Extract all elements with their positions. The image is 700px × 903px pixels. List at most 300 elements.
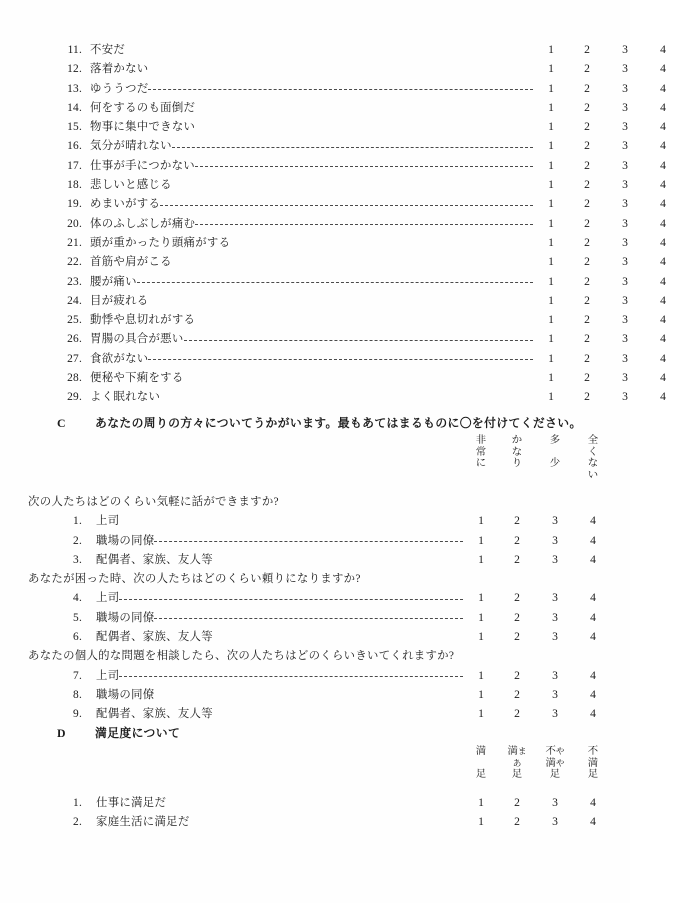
rating-option-1[interactable]: 1 [548,120,554,134]
rating-option-3[interactable]: 3 [622,197,628,211]
rating-option-4[interactable]: 4 [660,313,666,327]
rating-options [534,43,682,56]
rating-option-1[interactable]: 1 [478,514,484,528]
column-header-line: 常 [475,446,487,458]
rating-option-3[interactable]: 3 [622,274,628,288]
rating-option-1[interactable]: 1 [548,371,554,385]
column-header-line: 満$^ま$ [507,746,527,757]
rating-option-4[interactable]: 4 [660,100,666,114]
rating-options [534,197,682,210]
column-header-line [480,470,483,482]
rating-option-1[interactable]: 1 [548,390,554,404]
question-number: 3. [73,553,82,566]
column-header-line [516,470,519,482]
question-number: 6. [73,631,82,644]
rating-option-2[interactable]: 2 [514,533,520,547]
column-header-line: 満 [475,746,487,757]
question-label: 首筋や肩がこる [90,256,172,269]
rating-option-4[interactable]: 4 [590,796,596,809]
rating-option-4[interactable]: 4 [660,43,666,56]
rating-option-4[interactable]: 4 [590,687,596,701]
rating-option-3[interactable]: 3 [622,62,628,76]
leader-line [154,618,463,619]
question-label: 仕事が手につかない [90,159,195,172]
question-row [52,686,612,705]
rating-options [534,236,682,249]
rating-option-2[interactable]: 2 [514,610,520,624]
leader-line [154,695,463,696]
question-label: 物事に集中できない [90,121,196,134]
leader-line [125,50,533,51]
question-number: 16. [67,140,82,153]
question-label: 胃腸の具合が悪い [90,333,184,346]
rating-option-2[interactable]: 2 [514,796,520,809]
rating-option-1[interactable]: 1 [548,235,554,249]
question-row [52,311,682,330]
rating-options [534,82,682,95]
rating-option-4[interactable]: 4 [590,514,596,528]
rating-option-2[interactable]: 2 [514,591,520,605]
column-header-line: な [511,446,523,458]
rating-option-3[interactable]: 3 [622,139,628,153]
leader-line [166,803,463,804]
question-label: 配偶者、家族、友人等 [96,553,213,566]
rating-option-3[interactable]: 3 [552,591,558,605]
rating-option-3[interactable]: 3 [622,313,628,327]
leader-line [213,560,463,561]
section-c-column-headers [0,435,630,487]
question-number: 18. [67,179,82,192]
rating-option-2[interactable]: 2 [584,235,590,249]
question-number: 24. [67,294,82,307]
rating-option-3[interactable]: 3 [622,293,628,307]
column-header-line: 足 [475,769,487,781]
question-label: 体のふしぶしが痛む [90,217,196,230]
rating-option-2[interactable]: 2 [514,668,520,682]
rating-options [534,217,682,230]
rating-option-2[interactable]: 2 [584,43,590,56]
rating-options [464,534,612,547]
rating-option-2[interactable]: 2 [584,158,590,172]
leader-line [190,822,463,823]
rating-options [464,707,612,720]
column-header-line: 満$^や$ [545,757,565,769]
rating-option-1[interactable]: 1 [548,178,554,192]
column-header-line: 多 [549,435,561,446]
rating-option-4[interactable]: 4 [660,216,666,230]
column-header-line: か [511,435,523,446]
question-number: 28. [67,372,82,385]
question-label: 上司 [96,669,120,682]
rating-options [534,352,682,365]
question-number: 13. [67,82,82,95]
rating-options [464,553,612,566]
question-number: 5. [73,611,82,624]
rating-option-4[interactable]: 4 [590,591,596,605]
question-number: 29. [67,391,82,404]
question-number: 1. [73,797,82,809]
column-header-line: 足 [549,769,561,781]
rating-option-2[interactable]: 2 [584,216,590,230]
question-number: 21. [67,236,82,249]
column-header-line [554,447,557,459]
question-row [52,41,682,60]
question-row [52,589,612,608]
leader-line [195,108,533,109]
rating-option-2[interactable]: 2 [514,687,520,701]
rating-option-4[interactable]: 4 [590,533,596,547]
question-label: 便秘や下痢をする [90,372,184,385]
rating-options [534,120,682,133]
rating-option-2[interactable]: 2 [584,351,590,365]
rating-option-4[interactable]: 4 [590,552,596,566]
question-row [52,195,682,214]
rating-option-3[interactable]: 3 [622,351,628,365]
question-label: 悲しいと感じる [90,179,172,192]
column-header-line: 満 [587,757,599,769]
rating-option-3[interactable]: 3 [622,120,628,134]
rating-options [534,255,682,268]
rating-option-1[interactable]: 1 [548,43,554,56]
question-number: 27. [67,352,82,365]
rating-options [464,611,612,624]
rating-option-2[interactable]: 2 [514,707,520,721]
section-d [0,724,630,833]
column-header-line: 不 [587,746,599,757]
rating-option-2[interactable]: 2 [584,255,590,269]
rating-options [534,178,682,191]
leader-line [184,340,533,341]
question-number: 7. [73,669,82,682]
question-number: 19. [67,198,82,211]
rating-option-2[interactable]: 2 [584,62,590,76]
leader-line [195,320,533,321]
rating-option-1[interactable]: 1 [548,197,554,211]
rating-option-2[interactable]: 2 [584,390,590,404]
leader-line [172,262,533,263]
rating-option-3[interactable]: 3 [622,158,628,172]
question-row [52,551,612,570]
rating-options [464,630,612,643]
rating-option-4[interactable]: 4 [660,255,666,269]
question-row [52,512,612,531]
leader-line [172,147,533,148]
leader-line [195,166,533,167]
rating-options [534,294,682,307]
rating-option-2[interactable]: 2 [514,815,520,829]
rating-option-4[interactable]: 4 [660,178,666,192]
leader-line [148,89,533,90]
question-row [52,99,682,118]
rating-option-1[interactable]: 1 [478,591,484,605]
question-number: 11. [67,44,82,56]
rating-option-3[interactable]: 3 [622,43,628,56]
column-header-1 [464,435,498,481]
question-label: 何をするのも面倒だ [90,101,196,114]
rating-option-3[interactable]: 3 [622,390,628,404]
leader-line [213,637,463,638]
leader-line [213,714,463,715]
rating-option-3[interactable]: 3 [552,668,558,682]
question-row [52,350,682,369]
rating-option-4[interactable]: 4 [660,235,666,249]
column-header-ruby: や [555,746,565,756]
question-number: 1. [73,515,82,528]
rating-options [534,390,682,403]
column-header-line: 足 [511,769,523,781]
rating-option-1[interactable]: 1 [548,139,554,153]
rating-option-3[interactable]: 3 [552,815,558,829]
question-row [52,60,682,79]
rating-option-2[interactable]: 2 [584,120,590,134]
rating-option-2[interactable]: 2 [584,197,590,211]
question-label: よく眠れない [90,391,161,404]
question-row [52,118,682,137]
question-row [52,80,682,99]
column-header-3 [536,746,574,781]
question-row [52,628,612,647]
rating-option-4[interactable]: 4 [590,815,596,829]
question-label: 頭が重かったり頭痛がする [90,236,231,249]
rating-option-4[interactable]: 4 [660,62,666,76]
rating-option-4[interactable]: 4 [660,371,666,385]
column-header-2 [498,435,536,481]
rating-options [534,101,682,114]
rating-option-3[interactable]: 3 [622,371,628,385]
leader-line [119,676,463,677]
leader-line [154,541,463,542]
rating-option-1[interactable]: 1 [478,707,484,721]
section-d-column-headers [0,746,630,788]
question-row [52,369,682,388]
rating-option-1[interactable]: 1 [548,216,554,230]
question-label: 動悸や息切れがする [90,314,196,327]
rating-option-3[interactable]: 3 [622,255,628,269]
question-label: 上司 [96,592,120,605]
rating-option-3[interactable]: 3 [622,332,628,346]
leader-line [195,224,533,225]
question-number: 26. [67,333,82,346]
rating-options [534,159,682,172]
rating-option-1[interactable]: 1 [478,552,484,566]
leader-line [230,243,533,244]
section-c [0,414,630,725]
rating-option-2[interactable]: 2 [584,81,590,95]
rating-option-1[interactable]: 1 [478,687,484,701]
rating-option-2[interactable]: 2 [584,274,590,288]
rating-option-1[interactable]: 1 [478,796,484,809]
rating-option-4[interactable]: 4 [660,390,666,404]
question-row [52,137,682,156]
rating-option-1[interactable]: 1 [548,81,554,95]
section-d-heading [0,724,630,741]
rating-option-4[interactable]: 4 [660,351,666,365]
leader-line [195,127,533,128]
leader-line [148,301,533,302]
rating-options [464,815,612,828]
rating-option-4[interactable]: 4 [660,120,666,134]
rating-option-1[interactable]: 1 [478,610,484,624]
column-header-line: な [587,458,599,470]
question-label: 落着かない [90,63,149,76]
rating-option-1[interactable]: 1 [548,332,554,346]
question-number: 2. [73,534,82,547]
question-number: 12. [67,63,82,76]
rating-option-1[interactable]: 1 [478,668,484,682]
section-c-heading [0,414,630,431]
rating-option-3[interactable]: 3 [622,178,628,192]
section-b-items [0,41,700,408]
rating-option-4[interactable]: 4 [660,139,666,153]
section-c-groups [0,493,630,725]
rating-option-4[interactable]: 4 [660,158,666,172]
rating-option-2[interactable]: 2 [584,313,590,327]
leader-line [148,69,533,70]
question-row [52,532,612,551]
question-row [52,253,682,272]
column-header-line: 不$^や$ [545,746,565,757]
rating-option-4[interactable]: 4 [660,197,666,211]
rating-option-1[interactable]: 1 [478,630,484,644]
column-header-2 [498,746,536,781]
column-header-ruby: あ [512,757,522,768]
rating-option-2[interactable]: 2 [514,514,520,528]
rating-options [534,313,682,326]
question-row [52,813,612,832]
rating-option-4[interactable]: 4 [590,610,596,624]
rating-option-1[interactable]: 1 [548,100,554,114]
column-header-line: い [587,469,599,481]
rating-option-4[interactable]: 4 [660,274,666,288]
question-label: 職場の同僚 [96,688,155,701]
rating-option-4[interactable]: 4 [660,81,666,95]
section-d-items [0,794,630,833]
question-label: 目が疲れる [90,294,149,307]
rating-option-1[interactable]: 1 [548,255,554,269]
rating-option-1[interactable]: 1 [548,274,554,288]
rating-option-1[interactable]: 1 [548,313,554,327]
column-header-4 [574,746,612,781]
question-number: 23. [67,275,82,288]
rating-option-2[interactable]: 2 [584,100,590,114]
rating-options [464,669,612,682]
rating-options [534,371,682,384]
question-label: 家庭生活に満足だ [96,816,190,829]
rating-option-4[interactable]: 4 [660,332,666,346]
rating-option-3[interactable]: 3 [552,533,558,547]
question-number: 14. [67,101,82,114]
question-label: 職場の同僚 [96,534,155,547]
rating-options [534,332,682,345]
rating-option-1[interactable]: 1 [478,815,484,829]
rating-option-4[interactable]: 4 [590,630,596,644]
rating-option-3[interactable]: 3 [622,235,628,249]
column-header-line: 非 [475,435,487,446]
column-header-line: く [587,446,599,458]
rating-option-2[interactable]: 2 [584,332,590,346]
question-row [52,273,682,292]
question-row [52,705,612,724]
rating-option-3[interactable]: 3 [552,610,558,624]
question-label: 職場の同僚 [96,611,155,624]
rating-options [464,514,612,527]
rating-option-2[interactable]: 2 [584,139,590,153]
leader-line [137,282,533,283]
question-number: 25. [67,314,82,327]
rating-option-3[interactable]: 3 [622,216,628,230]
leader-line [119,599,463,600]
section-c-title: あなたの周りの方々についてうかがいます。最もあてはまるものに〇を付けてください。 [95,416,582,430]
rating-option-1[interactable]: 1 [548,351,554,365]
sub-question: あなたが困った時、次の人たちはどのくらい頼りになりますか? [28,573,361,586]
question-number: 20. [67,217,82,230]
question-number: 4. [73,592,82,605]
section-d-title: 満足度について [95,726,181,740]
column-header-line: 少 [549,458,561,470]
question-label: 仕事に満足だ [96,797,167,809]
rating-option-2[interactable]: 2 [514,552,520,566]
section-d-letter: D [57,726,66,740]
rating-option-2[interactable]: 2 [584,293,590,307]
rating-option-2[interactable]: 2 [584,371,590,385]
question-label: 配偶者、家族、友人等 [96,708,213,721]
rating-option-2[interactable]: 2 [584,178,590,192]
rating-options [464,796,612,809]
rating-options [534,139,682,152]
question-row [52,215,682,234]
rating-option-4[interactable]: 4 [660,293,666,307]
question-label: 上司 [96,515,120,528]
leader-line [119,521,463,522]
column-header-ruby: ま [517,746,527,756]
sub-question: あなたの個人的な問題を相談したら、次の人たちはどのくらいきいてくれますか? [28,650,455,663]
rating-option-3[interactable]: 3 [552,687,558,701]
rating-option-1[interactable]: 1 [548,62,554,76]
sub-question: 次の人たちはどのくらい気軽に話ができますか? [28,496,279,508]
column-header-line: に [475,458,487,470]
rating-option-3[interactable]: 3 [552,630,558,644]
question-number: 17. [67,159,82,172]
rating-option-3[interactable]: 3 [552,514,558,528]
rating-option-3[interactable]: 3 [552,707,558,721]
question-label: ゆううつだ [90,82,149,95]
rating-option-1[interactable]: 1 [548,293,554,307]
question-row [52,667,612,686]
question-number: 9. [73,708,82,721]
rating-option-3[interactable]: 3 [622,81,628,95]
rating-option-2[interactable]: 2 [514,630,520,644]
question-row [52,157,682,176]
rating-option-3[interactable]: 3 [552,552,558,566]
question-number: 2. [73,816,82,829]
column-header-line: 全 [587,435,599,446]
rating-option-4[interactable]: 4 [590,668,596,682]
leader-line [160,397,533,398]
column-header-3 [536,435,574,481]
rating-option-3[interactable]: 3 [622,100,628,114]
question-row [52,794,612,813]
rating-option-1[interactable]: 1 [478,533,484,547]
question-row [52,176,682,195]
question-number: 15. [67,121,82,134]
column-header-line [513,758,522,770]
question-row [52,609,612,628]
rating-option-1[interactable]: 1 [548,158,554,172]
question-label: 食欲がない [90,352,149,365]
rating-option-3[interactable]: 3 [552,796,558,809]
rating-option-4[interactable]: 4 [590,707,596,721]
question-row [52,292,682,311]
